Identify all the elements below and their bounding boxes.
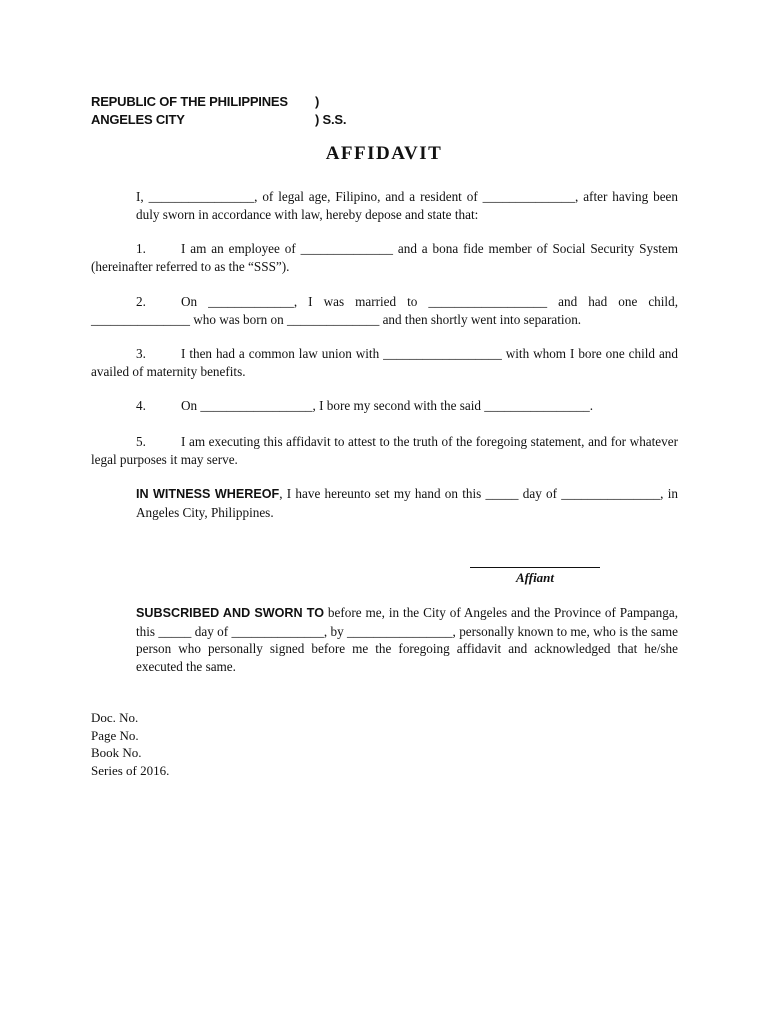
affiant-label: Affiant: [515, 570, 555, 585]
item-number: 4.: [136, 398, 146, 413]
item-number: 5.: [136, 434, 146, 449]
intro-text: I, ________________, of legal age, Filipino, and a resident of ______________, after having been duly sworn in accordance with law, hereby depose and state that:: [136, 189, 678, 222]
venue-line-city: [91, 111, 346, 129]
book-number: Book No.: [91, 745, 142, 760]
series-year: Series of 2016.: [91, 762, 170, 778]
venue-caption: [91, 93, 346, 129]
item-text: On _________________, I bore my second with the said ________________.: [181, 398, 594, 413]
venue-ss-mark: ) S.S.: [315, 112, 347, 127]
document-title: AFFIDAVIT: [325, 143, 443, 164]
doc-number: Doc. No.: [91, 710, 139, 725]
intro-paragraph: [91, 188, 678, 223]
item-number: 1.: [136, 241, 146, 256]
item-1: [91, 240, 678, 275]
item-number: 3.: [136, 346, 146, 361]
page-number: Page No.: [91, 727, 139, 743]
item-number: 2.: [136, 294, 146, 309]
item-text: I am an employee of ______________ and a bona fide member of Social Security System (hereinafter referred to as the “SSS”).: [91, 241, 678, 274]
venue-city: ANGELES CITY: [91, 112, 185, 127]
notarial-details: [91, 709, 169, 779]
item-3: [91, 345, 678, 380]
venue-line-republic: [91, 93, 346, 111]
venue-republic: REPUBLIC OF THE PHILIPPINES: [91, 94, 288, 109]
witness-lead: IN WITNESS WHEREOF: [136, 487, 280, 501]
jurat-text: before me, in the City of Angeles and the Province of Pampanga, this _____ day of ______________, by ________________, personally known to me, who is the same person who personally signed before me the foregoing affidavit and acknowledged that he/she executed the same.: [136, 605, 678, 674]
item-text: I am executing this affidavit to attest to the truth of the foregoing statement, and for whatever legal purposes it may serve.: [91, 434, 678, 467]
jurat-paragraph: [91, 604, 678, 675]
item-2: [91, 293, 678, 328]
item-text: I then had a common law union with __________________ with whom I bore one child and availed of maternity benefits.: [91, 346, 678, 379]
venue-republic-mark: ): [315, 94, 320, 109]
item-5: [91, 433, 678, 468]
witness-text: , I have hereunto set my hand on this _____ day of _______________, in Angeles City, Philippines.: [136, 486, 678, 520]
item-4: [91, 397, 678, 415]
witness-paragraph: [91, 485, 678, 521]
jurat-lead: SUBSCRIBED AND SWORN TO: [136, 606, 324, 620]
affiant-signature-line: [470, 567, 600, 568]
item-text: On _____________, I was married to __________________ and had one child, _______________ who was born on ______________ and then shortly went into separation.: [91, 294, 678, 327]
